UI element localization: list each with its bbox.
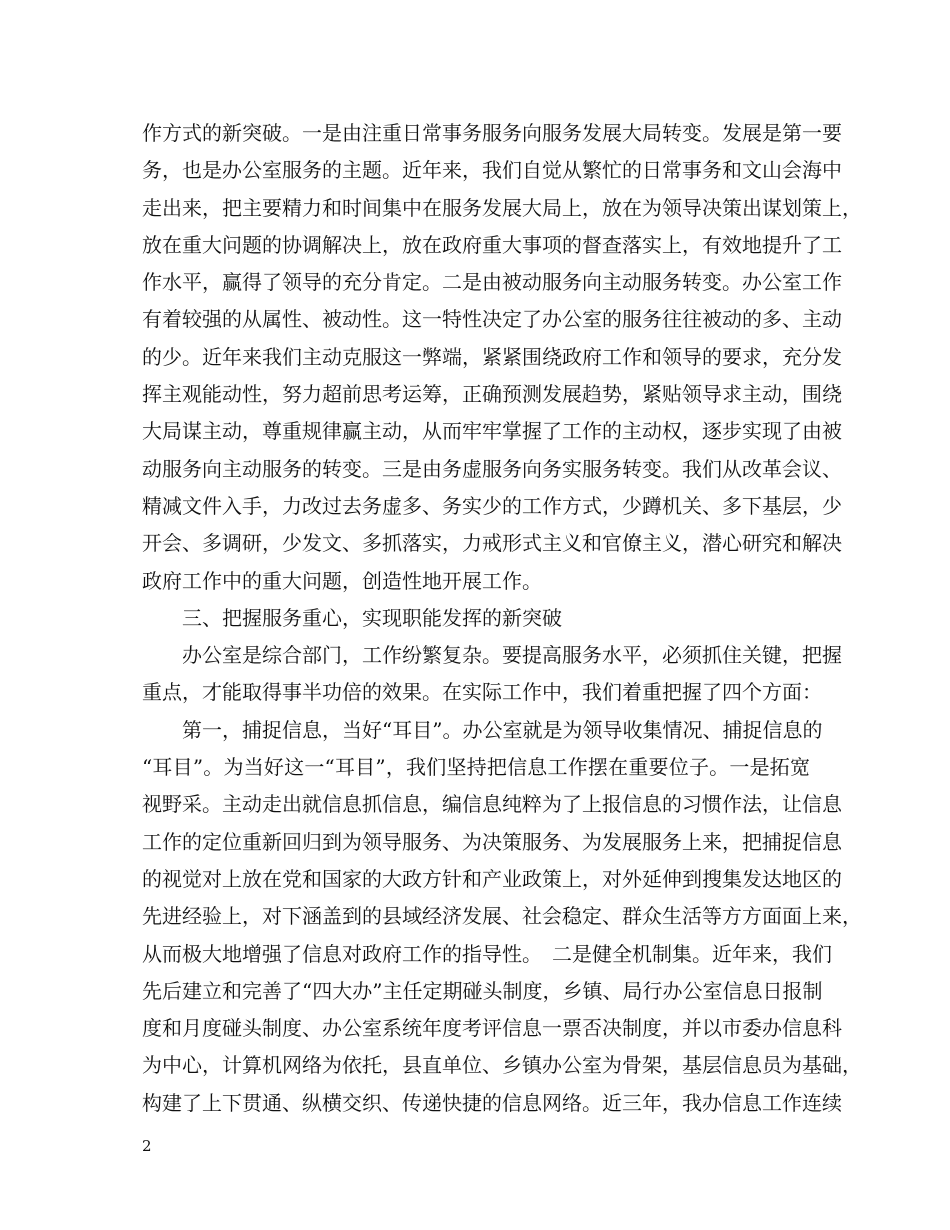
- text-line: 先进经验上，对下涵盖到的县域经济发展、社会稳定、群众生活等方方面面上来，: [142, 904, 862, 929]
- text-line: 开会、多调研，少发文、多抓落实，力戒形式主义和官僚主义，潜心研究和解决: [142, 531, 842, 556]
- text-line: 重点，才能取得事半功倍的效果。在实际工作中，我们着重把握了四个方面：: [142, 680, 822, 705]
- page-number: 2: [142, 1137, 152, 1155]
- text-line: 工作的定位重新回归到为领导服务、为决策服务、为发展服务上来，把捕捉信息: [142, 829, 842, 854]
- text-line: 视野采。主动走出就信息抓信息，编信息纯粹为了上报信息的习惯作法，让信息: [142, 792, 842, 817]
- text-line: 有着较强的从属性、被动性。这一特性决定了办公室的服务往往被动的多、主动: [142, 307, 842, 332]
- text-line: 第一，捕捉信息，当好“耳目”。办公室就是为领导收集情况、捕捉信息的: [142, 717, 823, 742]
- text-line: 务，也是办公室服务的主题。近年来，我们自觉从繁忙的日常事务和文山会海中: [142, 158, 842, 183]
- text-line: 为中心，计算机网络为依托，县直单位、乡镇办公室为骨架，基层信息员为基础，: [142, 1053, 862, 1078]
- text-line: 三、把握服务重心，实现职能发挥的新突破: [142, 605, 562, 630]
- text-line: 的少。近年来我们主动克服这一弊端，紧紧围绕政府工作和领导的要求，充分发: [142, 344, 842, 369]
- text-line: 政府工作中的重大问题，创造性地开展工作。: [142, 568, 542, 593]
- text-line: 办公室是综合部门，工作纷繁复杂。要提高服务水平，必须抓住关键，把握: [142, 643, 842, 668]
- text-line: “耳目”。为当好这一“耳目”，我们坚持把信息工作摆在重要位子。一是拓宽: [142, 755, 810, 780]
- text-line: 作水平，赢得了领导的充分肯定。二是由被动服务向主动服务转变。办公室工作: [142, 270, 842, 295]
- text-line: 从而极大地增强了信息对政府工作的指导性。 二是健全机制集。近年来，我们: [142, 941, 832, 966]
- text-line: 挥主观能动性，努力超前思考运筹，正确预测发展趋势，紧贴领导求主动，围绕: [142, 382, 842, 407]
- text-line: 度和月度碰头制度、办公室系统年度考评信息一票否决制度，并以市委办信息科: [142, 1016, 842, 1041]
- document-page: [142, 115, 862, 1122]
- text-line: 构建了上下贯通、纵横交织、传递快捷的信息网络。近三年，我办信息工作连续: [142, 1090, 842, 1115]
- text-line: 走出来，把主要精力和时间集中在服务发展大局上，放在为领导决策出谋划策上，: [142, 195, 862, 220]
- text-line: 作方式的新突破。一是由注重日常事务服务向服务发展大局转变。发展是第一要: [142, 121, 842, 145]
- text-line: 放在重大问题的协调解决上，放在政府重大事项的督查落实上，有效地提升了工: [142, 232, 842, 257]
- text-line: 的视觉对上放在党和国家的大政方针和产业政策上，对外延伸到搜集发达地区的: [142, 866, 842, 891]
- text-line: 动服务向主动服务的转变。三是由务虚服务向务实服务转变。我们从改革会议、: [142, 456, 842, 481]
- text-line: 大局谋主动，尊重规律赢主动，从而牢牢掌握了工作的主动权，逐步实现了由被: [142, 419, 842, 444]
- text-line: 精减文件入手，力改过去务虚多、务实少的工作方式，少蹲机关、多下基层，少: [142, 493, 842, 518]
- text-line: 先后建立和完善了“四大办”主任定期碰头制度，乡镇、局行办公室信息日报制: [142, 978, 823, 1003]
